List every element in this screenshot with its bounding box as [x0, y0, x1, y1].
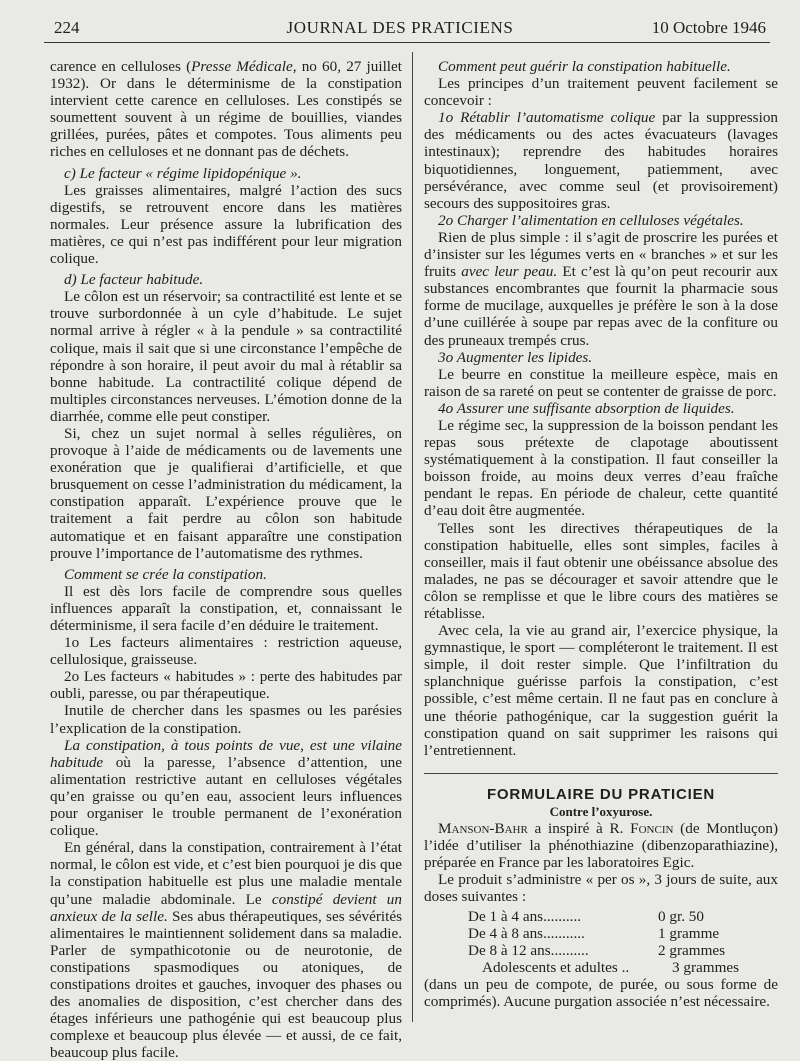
- list-item-heading: 4o Assurer une suffisante absorption de liquides.: [438, 399, 735, 417]
- paragraph: Le produit s’administre « per os », 3 jours de suite, aux doses suivantes :: [424, 871, 778, 906]
- dose-amount: 1 gramme: [658, 924, 720, 942]
- paragraph: En général, dans la constipation, contrairement à l’état normal, le côlon est vide, et c’est bien pourquoi je dis que la constipation habituelle est plus une maladie mentale qu’une maladie abdominale. Le constipé devient un anxieux de la selle. Ses abus thérapeutiques, ses sévérités alimentaires le maintiennent solidement dans sa maladie. Parler de sympathicotonie ou de neurotonie, de constipations spasmodiques ou atoniques, de constipations droites et gauches, invoquer des phases ou des anomalies de disposition, c’est chercher dans des étages inférieurs une pathogénie qui est beaucoup plus complexe et beaucoup plus élevée — et aussi, de ce fait, beaucoup plus facile.: [50, 839, 402, 1061]
- right-column: [424, 58, 778, 1010]
- paragraph: Inutile de chercher dans les spasmes ou les parésies l’explication de la constipation.: [50, 702, 402, 737]
- issue-date: 10 Octobre 1946: [651, 18, 766, 37]
- paragraph: Manson-Bahr a inspiré à R. Foncin (de Montluçon) l’idée d’utiliser la phénothiazine (dibenzoparathiazine), préparée en France par les laboratoires Egic.: [424, 820, 778, 872]
- dose-age: De 8 à 12 ans..........: [468, 941, 589, 959]
- dose-row: [468, 908, 778, 925]
- formulaire-title: FORMULAIRE DU PRATICIEN: [486, 785, 716, 803]
- dose-row: [468, 942, 778, 959]
- dose-age: De 4 à 8 ans...........: [468, 924, 585, 942]
- formulaire-subtitle: Contre l’oxyurose.: [549, 803, 653, 819]
- paragraph: Les principes d’un traitement peuvent facilement se concevoir :: [424, 75, 778, 110]
- paragraph: Avec cela, la vie au grand air, l’exercice physique, la gymnastique, le sport — compléteront le traitement. Il est simple, il doit rester simple. Que l’infiltration du splanchnique guérisse parfois la constipation, c’est possible, c’est même certain. Il ne faut pas en conclure à une théorie pathogénique, car la suggestion guérit la constipation quand on sait supprimer les raisons qui l’entretiennent.: [424, 622, 778, 759]
- paragraph: Le côlon est un réservoir; sa contractilité est lente et se trouve surbordonnée à un cyle d’habitude. Le sujet normal arrive à régler « à la pendule » sa contractilité colique, mais il sait que si une circonstance l’empêche de répondre à son horaire, il peut avoir du mal à rétablir sa bonne habitude. La contractilité colique dépend de multiples circonstances nerveuses. L’émotion donne de la diarrhée, comme elle peut constiper.: [50, 288, 402, 425]
- left-column: [50, 58, 402, 1061]
- dose-amount: 3 grammes: [672, 958, 740, 976]
- paragraph: 2o Les facteurs « habitudes » : perte des habitudes par oubli, paresse, ou par thérapeutique.: [50, 668, 402, 703]
- paragraph: 1o Les facteurs alimentaires : restriction aqueuse, cellulosique, graisseuse.: [50, 634, 402, 669]
- paragraph: Telles sont les directives thérapeutiques de la constipation habituelle, elles sont simples, faciles à conseiller, mais il faut obtenir une obéissance absolue des malades, ne pas se décourager et savoir attendre que le côlon se remplisse et que le libre cours des matières se rétablisse.: [424, 519, 778, 622]
- journal-title: JOURNAL DES PRATICIENS: [286, 18, 514, 37]
- paragraph: La constipation, à tous points de vue, est une vilaine habitude où la paresse, l’absence d’attention, une alimentation restrictive autant en celluloses végétales qu’en graisse ou qu’en eau, associent leurs influences pour organiser le trouble permanent de l’exonération colique.: [50, 736, 402, 840]
- section-heading: Comment se crée la constipation.: [64, 565, 267, 583]
- header-rule: [44, 42, 770, 43]
- section-heading: c) Le facteur « régime lipidopénique ».: [64, 164, 302, 182]
- dose-age: Adolescents et adultes ..: [482, 958, 630, 976]
- paragraph: Les graisses alimentaires, malgré l’action des sucs digestifs, se retrouvent encore dans les matières normales. Leur présence assure la lubrification des matières, ce qui n’est pas indifférent pour leur migration colique.: [50, 181, 402, 268]
- list-item-heading: 2o Charger l’alimentation en celluloses végétales.: [438, 211, 744, 229]
- dose-row: [468, 925, 778, 942]
- list-item: 1o Rétablir l’automatisme colique par la suppression des médicaments ou des actes évacuateurs (lavages intestinaux); reprendre des habitudes horaires biquotidiennes, longuement, patiemment, avec persévérance, avec comme seul (et provisoirement) secours des suppositoires gras.: [424, 109, 779, 212]
- column-divider: [412, 52, 413, 1022]
- section-rule: [424, 773, 778, 774]
- dose-age: De 1 à 4 ans..........: [468, 907, 582, 925]
- page-number: 224: [54, 18, 80, 37]
- dose-amount: 0 gr. 50: [658, 907, 704, 925]
- paragraph: Rien de plus simple : il s’agit de proscrire les purées et d’insister sur les légumes verts en « branches » et sur les fruits avec leur peau. Et c’est là qu’on peut recourir aux substances encombrantes que fournit la pharmacie sous forme de mucilage, auxquelles je préfère le son à la dose d’une cuillérée à soupe par repas avec de la confiture ou des pruneaux trempés crus.: [424, 228, 779, 349]
- section-heading: d) Le facteur habitude.: [64, 271, 204, 289]
- page-header: [0, 14, 800, 42]
- paragraph: Le régime sec, la suppression de la boisson pendant les repas sous prétexte de clapotage aboutissent systématiquement à la constipation. Il faut conseiller la boisson froide, au moins deux verres d’eau fraîche pendant le repas. En période de chaleur, cette quantité d’eau doit être augmentée.: [424, 416, 778, 520]
- formulaire-section: [424, 786, 778, 1010]
- list-item-heading: 3o Augmenter les lipides.: [438, 348, 593, 366]
- dose-row: [468, 959, 778, 976]
- paragraph: Si, chez un sujet normal à selles régulières, on provoque à l’aide de médicaments ou de lavements une exonération que je qualifierai d’artificielle, et que brusquement on cesse l’administration du médicament, la constipation apparaît. L’expérience prouve que le traitement a fait perdre au côlon son habitude automatique et en faisant apparaître une constipation prouve l’importance de l’automatisme des rythmes.: [50, 424, 402, 562]
- paragraph: Le beurre en constitue la meilleure espèce, mais en raison de sa rareté on peut se contenter de graisse de porc.: [424, 365, 778, 400]
- section-heading: Comment peut guérir la constipation habituelle.: [438, 58, 731, 75]
- paragraph: carence en celluloses (Presse Médicale, no 60, 27 juillet 1932). Or dans le déterminisme de la constipation intervient cette carence en celluloses. Les constipés se soumettent souvent à un régime de bouillies, viandes grillées, purées, pâtes et compotes. Tous aliments peu riches en celluloses et ne donnant pas de déchets.: [50, 58, 402, 161]
- paragraph: (dans un peu de compote, de purée, ou sous forme de comprimés). Aucune purgation associée n’est nécessaire.: [424, 975, 778, 1010]
- dose-amount: 2 grammes: [658, 941, 726, 959]
- paragraph: Il est dès lors facile de comprendre sous quelles influences apparaît la constipation, et, connaissant le déterminisme, il sera facile d’en déduire le traitement.: [50, 582, 402, 634]
- dose-table: [468, 908, 778, 976]
